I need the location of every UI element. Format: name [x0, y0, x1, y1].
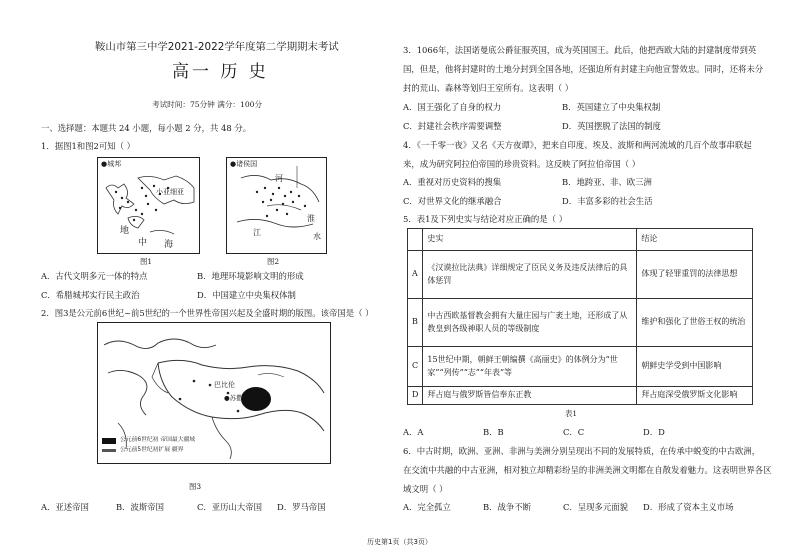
table-cell-key: C: [408, 347, 423, 387]
table-row: [408, 347, 753, 387]
q5-stem: 5．表1及下列史实与结论对应正确的是（ ）: [403, 214, 568, 224]
table-cell-conclusion: 朝鲜史学受到中国影响: [637, 347, 753, 387]
figure-3-legend-2: 公元前5世纪初扩展 疆界: [120, 447, 184, 453]
q4-option-d: D．丰富多彩的社会生活: [562, 196, 653, 206]
table-row: [408, 299, 753, 347]
exam-info: 考试时间：75分钟 满分：100分: [152, 100, 263, 109]
q6-option-c: C．呈现多元面貌: [563, 502, 629, 512]
q5-answer-b: B．B: [483, 427, 504, 437]
table-header-fact: 史实: [423, 229, 637, 251]
q6-line-2: 在交流中共融的中古亚洲，相对独立却精彩纷呈的非洲美洲文明都在自散发着魅力。这表明世界各区: [403, 465, 772, 475]
table-header-conclusion: 结论: [637, 229, 753, 251]
q5-answer-a: A．A: [403, 427, 424, 437]
figure-2-label-huai: 淮: [307, 214, 315, 223]
figure-2-map: [226, 157, 327, 254]
figure-1-caption: 图1: [140, 257, 153, 266]
figure-1-label-zhong: 中: [138, 238, 148, 248]
table-header-row: [408, 229, 753, 251]
q2-option-c: C．亚历山大帝国: [197, 502, 263, 512]
q2-option-d: D．罗马帝国: [277, 502, 326, 512]
q1-option-a: A．古代文明多元一体的特点: [41, 271, 148, 281]
q3-option-b: B．英国建立了中央集权制: [562, 102, 661, 112]
q2-option-a: A．亚述帝国: [41, 502, 89, 512]
q6-line-1: 6．中古时期，欧洲、亚洲、非洲与美洲分别呈现出不同的发展特质，在传承中蜕变的中古欧洲，: [403, 446, 761, 456]
table-row: [408, 387, 753, 405]
subject-title: 高一 历 史: [172, 62, 269, 82]
table-cell-fact: 《汉谟拉比法典》详细规定了臣民义务及违反法律后的具体惩罚: [423, 251, 637, 299]
figure-1-label-di: 地: [120, 226, 130, 236]
q6-line-3: 域文明（ ）: [403, 484, 448, 494]
q1-option-b: B．地理环境影响文明的形成: [197, 271, 304, 281]
greece-map-drawing: [98, 158, 199, 253]
q6-option-a: A．完全孤立: [403, 502, 451, 512]
q3-option-a: A．国王强化了自身的权力: [403, 102, 502, 112]
figure-3-label-babylon: 巴比伦: [214, 381, 235, 389]
q1-option-c: C．希腊城邦实行民主政治: [41, 290, 140, 300]
figure-2-caption: 图2: [267, 257, 280, 266]
section-heading: 一、选择题：本题共 24 小题，每小题 2 分，共 48 分。: [41, 123, 252, 133]
figure-1-label-asia-minor: 小亚细亚: [156, 188, 184, 196]
exam-title: 鞍山市第三中学2021-2022学年度第二学期期末考试: [95, 41, 339, 53]
q3-option-d: D．英国摆脱了法国的制度: [562, 121, 661, 131]
q4-option-c: C．对世界文化的继承融合: [403, 196, 502, 206]
figure-2-label-jiang: 江: [253, 228, 261, 237]
table-cell-fact: 中古西欧基督教会拥有大量庄园与广袤土地，还形成了从教皇到各级神职人员的等级制度: [423, 299, 637, 347]
table-cell-key: A: [408, 251, 423, 299]
figure-1-legend: ●城邦: [101, 160, 122, 168]
q6-option-b: B．战争不断: [483, 502, 532, 512]
q1-stem: 1．据图1和图2可知（ ）: [41, 141, 136, 151]
table-cell-fact: 拜占庭与俄罗斯皆信奉东正教: [423, 387, 637, 405]
q3-option-c: C．封建社会秩序需要调整: [403, 121, 502, 131]
figure-2-label-shui: 水: [313, 232, 321, 241]
table-header-key: [408, 229, 423, 251]
figure-1-map: [97, 157, 200, 254]
table-caption: 表1: [565, 409, 578, 418]
q4-option-b: B．地跨亚、非、欧三洲: [562, 177, 652, 187]
q3-line-3: 封的荒山、森林等划归王室所有。这表明（ ）: [403, 83, 574, 93]
figure-2-label-he: 河: [275, 174, 283, 183]
q4-line-1: 4．《一千零一夜》又名《天方夜谭》，把来自印度、埃及、波斯和两河流域的几百个故事串联起: [403, 140, 752, 150]
q3-line-1: 3．1066年，法国诺曼底公爵征服英国，成为英国国王。此后，他把西欧大陆的封建制度带到英: [403, 45, 757, 55]
q5-table: [407, 228, 753, 405]
figure-3-map: [97, 322, 331, 464]
q4-line-2: 来，成为研究阿拉伯帝国的珍贵资料。这反映了阿拉伯帝国（ ）: [403, 159, 641, 169]
table-cell-key: D: [408, 387, 423, 405]
table-cell-fact: 15世纪中期，朝鲜王朝编撰《高丽史》的体例分为“世家”“列传”“志”“年表”等: [423, 347, 637, 387]
figure-2-legend: ●诸侯国: [230, 160, 258, 168]
china-map-drawing: [227, 158, 326, 253]
table-cell-conclusion: 维护和强化了世俗王权的统治: [637, 299, 753, 347]
q5-answer-d: D．D: [643, 427, 665, 437]
q4-option-a: A．重视对历史资料的搜集: [403, 177, 502, 187]
q5-answer-c: C．C: [563, 427, 585, 437]
table-row: [408, 251, 753, 299]
figure-1-label-hai: 海: [164, 240, 174, 250]
figure-3-legend-1: 公元前6世纪初 帝国最大疆域: [120, 437, 196, 443]
q2-stem: 2．图3是公元前6世纪~前5世纪的一个世界性帝国兴起及全盛时期的版图。该帝国是（ ）: [41, 308, 374, 318]
figure-3-label-susa: ●苏撒: [224, 394, 243, 402]
table-cell-key: B: [408, 299, 423, 347]
table-cell-conclusion: 体现了轻罪重罚的法律思想: [637, 251, 753, 299]
q1-option-d: D．中国建立中央集权体制: [197, 290, 296, 300]
q2-option-b: B．波斯帝国: [116, 502, 165, 512]
page-footer: 历史第1页（共3页）: [367, 538, 432, 546]
q6-option-d: D．形成了资本主义市场: [643, 502, 734, 512]
figure-3-caption: 图3: [189, 482, 202, 491]
q3-line-2: 国，但是，他将封建时的土地分封到全国各地，还强迫所有封建主向他宣誓效忠。同时，还将未分: [403, 64, 764, 74]
table-cell-conclusion: 拜占庭深受俄罗斯文化影响: [637, 387, 753, 405]
